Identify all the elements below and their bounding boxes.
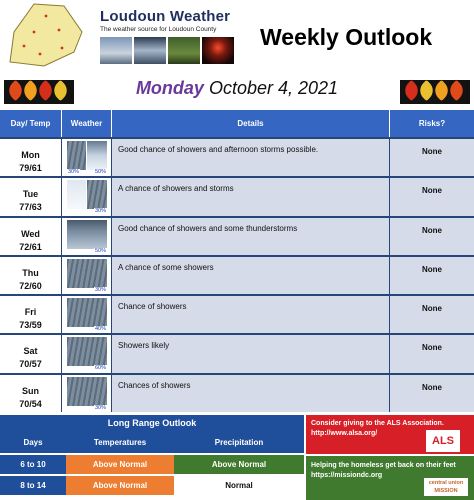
day-name: Mon [21,150,40,160]
storm-photo [134,37,166,64]
precip-chance: 40% [94,326,106,333]
loudoun-county-map [4,2,94,72]
long-range-row [0,453,304,474]
table-row [0,333,474,372]
mission-logo: central union MISSION [424,478,468,496]
autumn-leaves-image-right [400,80,470,104]
range-temperature: Above Normal [66,455,174,474]
risk-cell: None [390,218,474,255]
precip-chance: 30% [68,169,80,175]
details-cell: Chances of showers [112,375,390,412]
details-cell: Chance of showers [112,296,390,333]
weather-icon [67,180,107,214]
day-name: Sat [23,346,38,357]
sunset-photo [202,37,234,64]
date-text: October 4, 2021 [208,78,339,98]
day-temp: 70/57 [19,359,42,370]
weather-icon [67,377,107,411]
brand-tagline: The weather source for Loudoun County [100,26,217,33]
long-range-title: Long Range Outlook [0,415,304,432]
range-temperature: Above Normal [66,476,174,495]
landscape-photo [168,37,200,64]
table-row [0,137,474,176]
day-temp: 73/59 [19,320,42,331]
details-cell: A chance of some showers [112,257,390,294]
table-row [0,176,474,215]
weather-icon [67,141,107,175]
range-precipitation: Above Normal [174,455,304,474]
day-temp: 72/60 [19,280,42,291]
brand-title: Loudoun Weather [100,8,231,25]
day-temp: 70/54 [19,398,42,409]
mission-link[interactable]: https://missiondc.org [311,472,383,479]
als-link[interactable]: http://www.alsa.org/ [311,430,378,437]
day-temp: 72/61 [19,241,42,252]
precip-chance: 50% [94,247,106,254]
col-header-days: Days [23,438,43,447]
table-row [0,255,474,294]
details-cell: A chance of showers and storms [112,178,390,215]
weather-cell [62,296,112,333]
date-day-name: Monday [135,78,204,98]
range-days: 8 to 14 [0,476,66,495]
precip-chance: 60% [94,365,106,372]
day-temp-cell [0,139,62,176]
day-name: Sun [22,385,39,396]
weather-cell [62,139,112,176]
precip-chance: 50% [94,169,106,175]
details-cell: Good chance of showers and some thunderstorms [112,218,390,255]
weather-icon [67,220,107,254]
day-temp: 77/63 [19,202,42,213]
day-temp-cell [0,257,62,294]
day-temp-cell [0,375,62,412]
risk-cell: None [390,335,474,372]
als-logo: ALS [426,430,460,452]
als-donation-banner[interactable] [306,415,474,454]
precip-chance: 30% [94,404,106,411]
long-range-row [0,474,304,495]
day-temp-cell [0,178,62,215]
col-header-details: Details [112,110,390,137]
precip-chance: 30% [94,286,106,293]
weather-cell [62,375,112,412]
weather-icon [67,337,107,371]
brand-photo-strip [100,37,236,64]
weather-icon [67,298,107,332]
mission-banner[interactable] [306,456,474,500]
page-title: Weekly Outlook [260,24,433,50]
table-row [0,294,474,333]
header [0,0,474,110]
mission-text: Helping the homeless get back on their feet [311,462,456,469]
day-temp-cell [0,335,62,372]
long-range-header [0,432,304,453]
day-name: Thu [22,267,39,278]
risk-cell: None [390,139,474,176]
col-header-weather: Weather [62,110,112,137]
day-temp-cell [0,218,62,255]
range-days: 6 to 10 [0,455,66,474]
details-cell: Good chance of showers and afternoon storms possible. [112,139,390,176]
table-row [0,216,474,255]
weather-cell [62,257,112,294]
risk-cell: None [390,178,474,215]
details-cell: Showers likely [112,335,390,372]
long-range-outlook [0,415,304,495]
weather-cell [62,218,112,255]
table-header [0,110,474,137]
day-name: Wed [21,228,40,239]
precip-chance: 30% [94,208,106,215]
day-temp-cell [0,296,62,333]
als-text: Consider giving to the ALS Association. [311,420,444,427]
table-row [0,373,474,412]
day-temp: 79/61 [19,163,42,173]
weather-icon [67,259,107,293]
col-header-risks: Risks? [418,118,446,128]
risk-cell: None [390,296,474,333]
day-name: Tue [22,189,39,200]
col-header-day: Day/ Temp [0,110,62,137]
day-name: Fri [24,307,37,318]
risk-cell: None [390,257,474,294]
col-header-temperatures: Temperatures [93,438,147,447]
risk-cell: None [390,375,474,412]
brand-block [100,8,236,64]
col-header-precipitation: Precipitation [214,438,264,447]
weather-cell [62,178,112,215]
range-precipitation: Normal [174,476,304,495]
forecast-table [0,110,474,412]
weather-cell [62,335,112,372]
sky-photo [100,37,132,64]
